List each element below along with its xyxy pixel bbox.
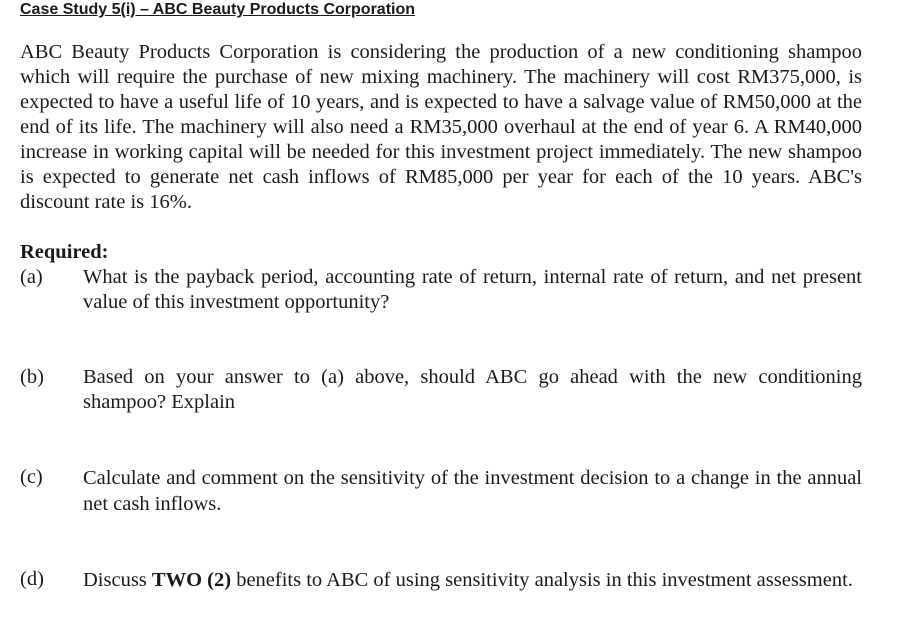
question-c-label: (c) (20, 466, 43, 488)
question-a-label: (a) (20, 266, 43, 288)
question-c-text: Calculate and comment on the sensitivity of the investment decision to a change in the annual net cash inflows. (83, 467, 862, 515)
question-c (20, 465, 862, 517)
question-d-label: (d) (20, 568, 44, 590)
question-d-text (83, 567, 862, 593)
question-d (20, 567, 862, 593)
question-d-text-end: benefits to ABC of using sensitivity analysis in this investment assessment. (236, 569, 853, 591)
required-heading: Required: (20, 241, 109, 263)
question-b (20, 365, 862, 415)
question-b-label: (b) (20, 366, 44, 388)
case-study-title: Case Study 5(i) – ABC Beauty Products Corporation (20, 1, 416, 18)
question-d-text-start: Discuss (83, 569, 147, 591)
question-a (20, 265, 862, 315)
question-b-text: Based on your answer to (a) above, should ABC go ahead with the new conditioning shampoo? Explain (83, 366, 862, 413)
question-d-emphasis: TWO (2) (151, 569, 232, 591)
question-a-text: What is the payback period, accounting rate of return, internal rate of return, and net present value of this investment opportunity? (83, 266, 862, 313)
case-description-paragraph: ABC Beauty Products Corporation is considering the production of a new conditioning shampoo which will require the purchase of new mixing machinery. The machinery will cost RM375,000, is expected to have a useful life of 10 years, and is expected to have a salvage value of RM50,000 at the end of its life. The machinery will also need a RM35,000 overhaul at the end of year 6. A RM40,000 increase in working capital will be needed for this investment project immediately. The new shampoo is expected to generate net cash inflows of RM85,000 per year for each of the 10 years. ABC's discount rate is 16%. (20, 41, 862, 213)
